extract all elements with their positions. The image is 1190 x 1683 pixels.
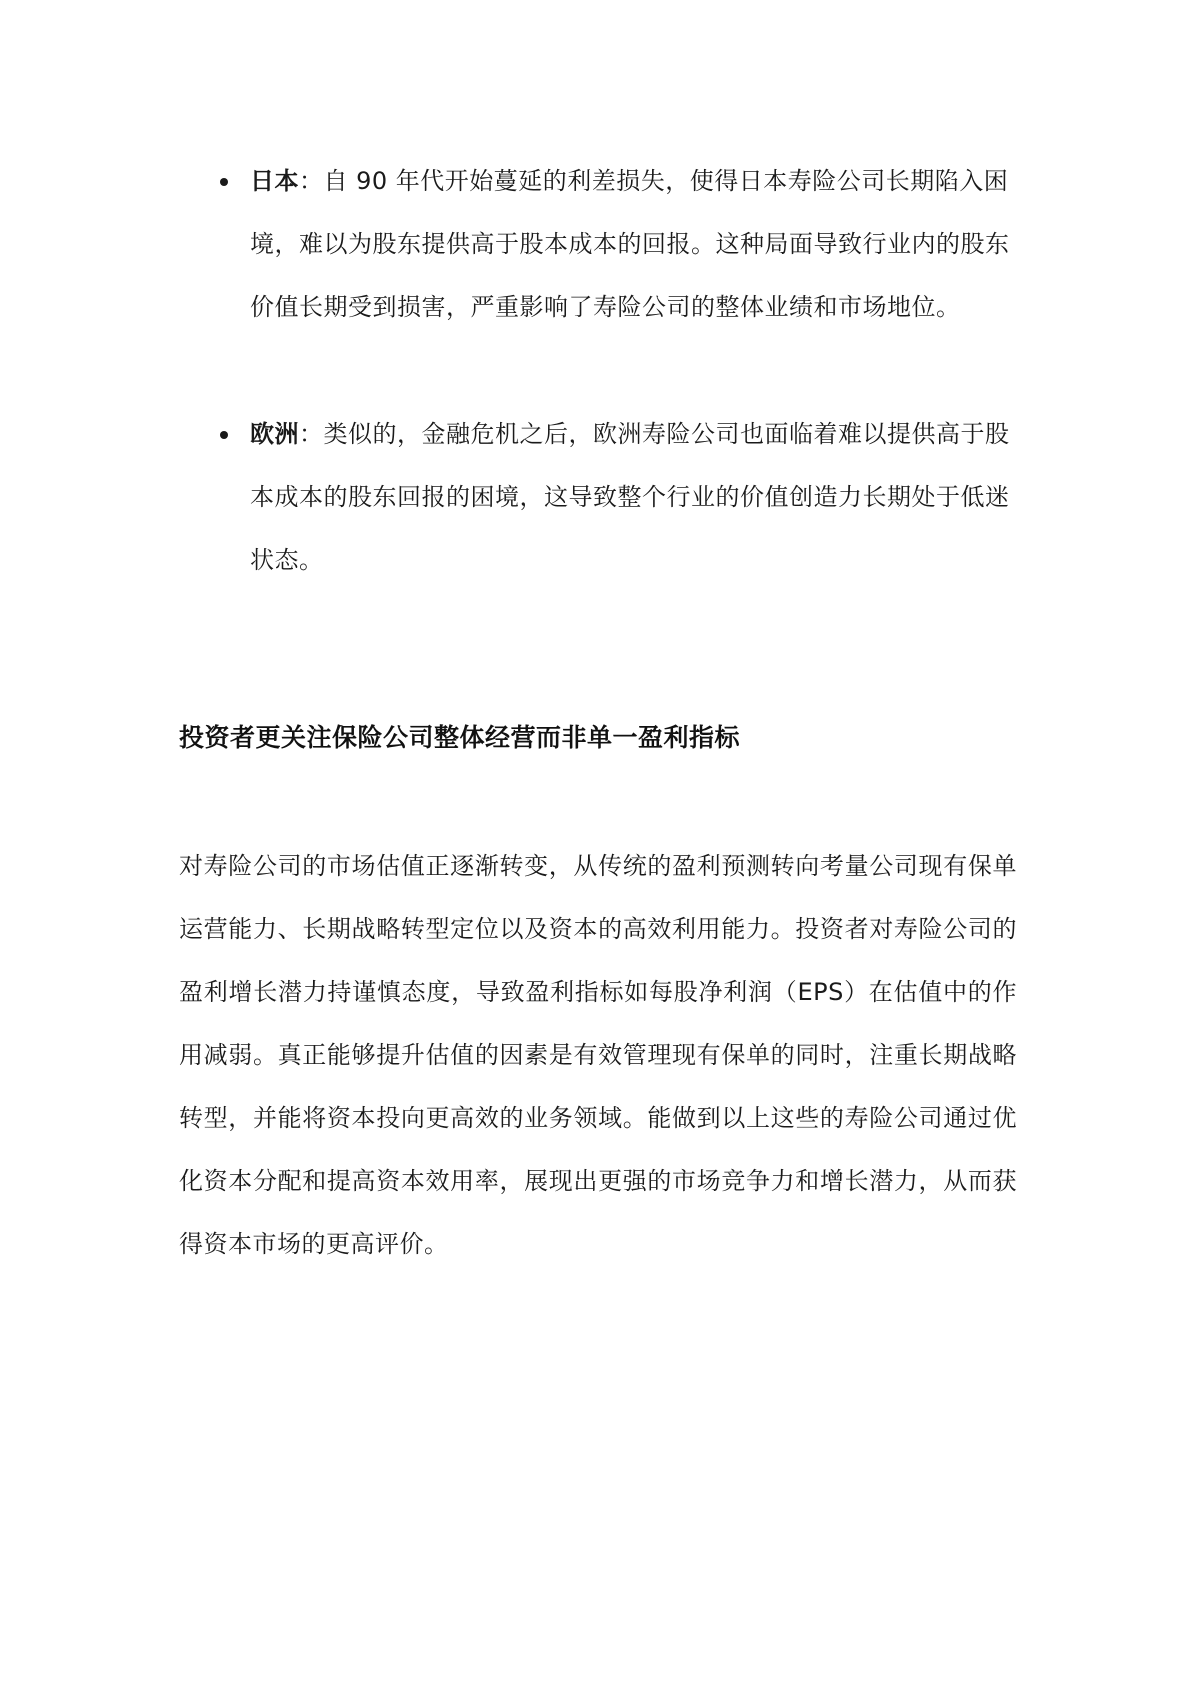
bullet-item-europe	[250, 403, 1010, 592]
bullet-text: ：类似的，金融危机之后，欧洲寿险公司也面临着难以提供高于股本成本的股东回报的困境，这导致整个行业的价值创造力长期处于低迷状态。	[250, 420, 1010, 574]
bullet-text: ：自 90 年代开始蔓延的利差损失，使得日本寿险公司长期陷入困境，难以为股东提供高于股本成本的回报。这种局面导致行业内的股东价值长期受到损害，严重影响了寿险公司的整体业绩和市场地位。	[250, 167, 1010, 321]
section-paragraph: 对寿险公司的市场估值正逐渐转变，从传统的盈利预测转向考量公司现有保单运营能力、长期战略转型定位以及资本的高效利用能力。投资者对寿险公司的盈利增长潜力持谨慎态度，导致盈利指标如每股净利润（EPS）在估值中的作用减弱。真正能够提升估值的因素是有效管理现有保单的同时，注重长期战略转型，并能将资本投向更高效的业务领域。能做到以上这些的寿险公司通过优化资本分配和提高资本效用率，展现出更强的市场竞争力和增长潜力，从而获得资本市场的更高评价。	[179, 852, 1017, 1258]
bullet-list	[250, 150, 1010, 656]
bullet-term: 欧洲	[250, 420, 299, 448]
bullet-item-japan	[250, 150, 1010, 339]
bullet-dot-icon	[220, 431, 228, 439]
bullet-term: 日本	[250, 167, 299, 195]
bullet-dot-icon	[220, 178, 228, 186]
section-heading: 投资者更关注保险公司整体经营而非单一盈利指标	[179, 723, 741, 752]
